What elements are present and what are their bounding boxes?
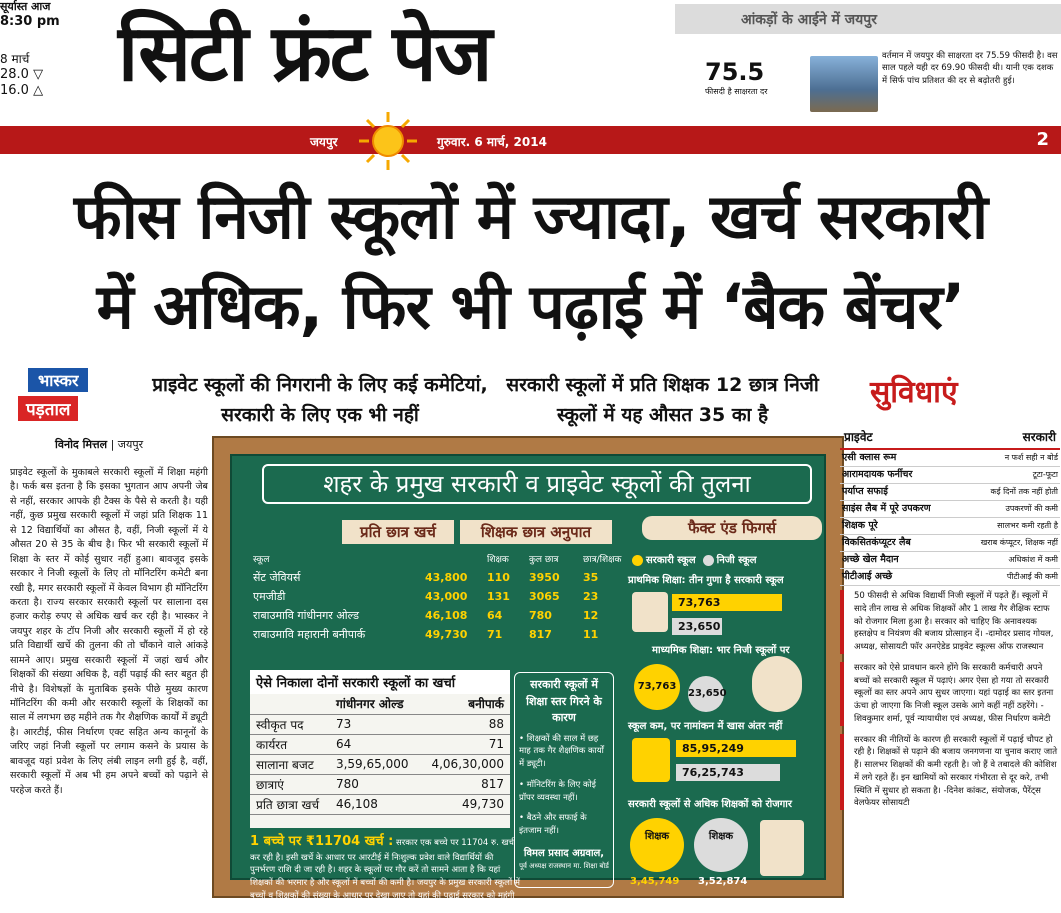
- fac-gov-label: सरकारी: [1022, 430, 1056, 444]
- facts-header: फैक्ट एंड फिगर्स: [642, 516, 822, 540]
- enroll-pvt-bar: 76,25,743: [676, 764, 780, 781]
- bhaskar-padtal-logo: [18, 368, 138, 422]
- subhead-left: प्राइवेट स्कूलों की निगरानी के लिए कई कमेटियां, सरकारी के लिए एक भी नहीं: [152, 374, 488, 426]
- col-teachers: शिक्षक: [487, 555, 509, 565]
- secondary-pvt-circle: 23,650: [688, 676, 724, 712]
- table-row: कार्यरत 64 71: [250, 734, 510, 754]
- sun-icon: [357, 110, 419, 172]
- child-icon: [632, 592, 668, 632]
- col-cost: [422, 550, 482, 567]
- facility-row: विकसितकंप्यूटर लैब खराब कंप्यूटर, शिक्षक नहीं: [840, 535, 1060, 552]
- quote-sharma: सरकार को ऐसे प्रावधान करने होंगे कि सरकारी कर्मचारी अपने बच्चों को सरकारी स्कूल में पढ़ाएं। अगर ऐसा हो गया तो सरकारी स्कूलों का स्तर अपने आप सुधर जाएगा। यहां पढ़ाई का स्तर इतना ऊंचा हो जाएगा कि निजी स्कूल उसके आगे कहीं नहीं ठहरेंगे। - शिवकुमार शर्मा, पूर्व न्यायाधीश एवं अध्यक्ष, फीस निर्धारण कमेटी: [840, 662, 1060, 726]
- max-temp: 28.0 ▽: [0, 67, 44, 82]
- fac-pvt-label: प्राइवेट: [844, 430, 873, 444]
- reasons-box: [514, 672, 614, 888]
- facility-row: एसी क्लास रूम न फर्श सही न बोर्ड: [840, 450, 1060, 467]
- masthead-title: सिटी फ्रंट पेज: [118, 9, 491, 99]
- enroll-gov-bar: 85,95,249: [676, 740, 796, 757]
- reason-item: • बैठने और सफाई के इंतजाम नहीं।: [519, 813, 587, 836]
- chalkboard: [230, 454, 826, 913]
- main-headline: [0, 172, 1061, 352]
- school-table: [248, 548, 626, 645]
- reader-icon: [752, 656, 802, 712]
- page-number: 2: [1036, 129, 1049, 150]
- facility-row: साइंस लैब में पूरे उपकरण उपकरणों की कमी: [840, 501, 1060, 518]
- quote-kankat: सरकार की नीतियों के कारण ही सरकारी स्कूलों में पढ़ाई चौपट हो रही है। शिक्षकों से पढ़ाने की बजाय जनगणना या चुनाव कराए जाते हैं। सालभर शिक्षकों की कमी रहती है। जो हैं वे तबादले की कोशिश में लगे रहते हैं। इन खामियों को सरकार गंभीरता से दूर करे, तभी स्थिति में सुधार हो सकता है। -दिनेश कांकट, संयोजक, पैरेंट्स वेलफेयर सोसायटी: [840, 734, 1060, 811]
- subhead-right: सरकारी स्कूलों में प्रति शिक्षक 12 छात्र निजी स्कूलों में यह औसत 35 का है: [506, 374, 819, 426]
- sunset-label: सूर्यास्त आज: [0, 0, 51, 13]
- issue-date: गुरुवार. 6 मार्च, 2014: [437, 135, 547, 149]
- expense-note-head: 1 बच्चे पर ₹11704 खर्च :: [250, 834, 394, 849]
- table-row: स्वीकृत पद 73 88: [250, 714, 510, 734]
- table-row: राबाउमावि गांधीनगर ओल्ड 46,108 64 780 12: [253, 609, 599, 622]
- facility-row: अच्छे खेल मैदान अधिकांश में कमी: [840, 552, 1060, 569]
- quote-goyal: 50 फीसदी से अधिक विद्यार्थी निजी स्कूलों में पढ़ते हैं। स्कूलों में सादे तीन लाख से अधिक शिक्षकों और 1 लाख गैर शैक्षिक स्टाफ को रोजगार मिला हुआ है। सरकार को चाहिए कि अनावश्यक हस्तक्षेप व नियंत्रण की बजाय प्रोत्साहन दें। -दामोदर प्रसाद गोयल, अध्यक्ष, सोसायटी फॉर अनऐडेड प्राइवेट स्कूल्स ऑफ राजस्थान: [840, 590, 1060, 654]
- table-row: राबाउमावि महारानी बनीपार्क 49,730 71 817 11: [253, 628, 599, 641]
- enroll-title: स्कूल कम, पर नामांकन में खास अंतर नहीं: [628, 721, 783, 732]
- byline: विनोद मित्तल | जयपुर: [55, 438, 144, 451]
- date-bar: [0, 126, 1061, 154]
- stats-title: आंकड़ों के आईने में जयपुर: [675, 4, 1061, 34]
- col-banipark: बनीपार्क: [420, 694, 510, 714]
- table-row: सालाना बजट 3,59,65,000 4,06,30,000: [250, 754, 510, 774]
- author-name: विनोद मित्तल: [55, 438, 108, 451]
- teacher-board-icon: [760, 820, 804, 876]
- students-photo: [810, 56, 878, 112]
- facilities-header: [840, 428, 1060, 450]
- headline-line-1: फीस निजी स्कूलों में ज्यादा, खर्च सरकारी: [73, 180, 988, 253]
- col-school: स्कूल: [253, 555, 270, 565]
- teacher-pvt-label: शिक्षक: [708, 831, 734, 842]
- legend-pvt: निजी स्कूल: [716, 555, 757, 566]
- table-row: प्रति छात्रा खर्च 46,108 49,730: [250, 794, 510, 814]
- facilities-title: सुविधाएं: [870, 375, 958, 410]
- reason-item: • शिक्षकों की साल में छह माह तक गैर शैक्षणिक कार्यों में ड्यूटी।: [519, 733, 604, 769]
- gov-dot-icon: [632, 555, 643, 566]
- cost-header: प्रति छात्र खर्च: [342, 520, 454, 544]
- teacher-pvt-value: 3,52,874: [698, 876, 748, 887]
- min-temp: 16.0 △: [0, 83, 44, 99]
- col-students: कुल छात्र: [529, 555, 559, 565]
- teacher-gov-value: 3,45,749: [630, 876, 680, 887]
- reasons-signature: विमल प्रसाद अग्रवाल,: [523, 847, 605, 859]
- facility-row: पीटीआई अच्छे पीटीआई की कमी: [840, 569, 1060, 586]
- reasons-signature-title: पूर्व अध्यक्ष राजस्थान मा. शिक्षा बोर्ड: [519, 861, 609, 870]
- primary-pvt-bar: 23,650: [672, 618, 722, 635]
- expense-table: [250, 670, 510, 828]
- article-body: प्राइवेट स्कूलों के मुकाबले सरकारी स्कूलों में शिक्षा महंगी है। फर्क बस इतना है कि इसका भुगतान आप अपनी जेब से नहीं, सरकार आपके ही टैक्स के पैसे से करती है। यही नहीं, कुछ प्रमुख सरकारी स्कूलों में जहां प्रति शिक्षक 11 से 12 विद्यार्थियों का औसत है, वहीं, निजी स्कूलों में ये औसत 20 से 35 के बीच है। फिर भी सरकारी स्कूलों में शिक्षा के स्तर में कोई सुधार नहीं हुआ। बावजूद इसके सरकार ने निजी स्कूलों के लिए तो मॉनिटरिंग कमेटी बना रखी है, मगर सरकारी स्कूलों में केवल विभाग ही मॉनिटरिंग करता है। राज्य सरकार सरकारी स्कूलों पर सालाना दस हजार करोड़ रुपए से अधिक खर्च कर रही है। भास्कर ने जयपुर शहर के टॉप निजी और सरकारी स्कूलों में हो रहे प्रति विद्यार्थी खर्चे की तुलना की तो चौंकाने वाले आंकड़े सामने आए। प्रमुख सरकारी स्कूलों में जहां खर्च और शिक्षकों की संख्या अधिक है, वहीं पढ़ाई की स्तर बहुत ही नीचे है। विशेषज्ञों के मुताबिक इसके पीछे मुख्य कारण मॉनिटरिंग की कमी और सरकारी स्कूलों के शिक्षकों का साल में लगभग छह महीने तक गैर शैक्षणिक कार्यों में ड्यूटी है। आरटीई, फीस निर्धारण एक्ट सहित अन्य कानूनों के जरिए जहां निजी स्कूलों पर लगाम कसने के प्रयास के बावजूद यहां प्रवेश के लिए लंबी लाइन लगी हुई है, वहीं, सरकारी स्कूलों में अब भी हम अपने बच्चों को पढ़ाने से परहेज करते हैं।: [10, 467, 209, 796]
- col-gandhinagar: गांधीनगर ओल्ड: [330, 694, 420, 714]
- facilities-panel: [840, 428, 1060, 818]
- literacy-caption: फीसदी है साक्षरता दर: [705, 87, 768, 96]
- city-name: जयपुर: [310, 135, 338, 149]
- table-row: छात्राएं 780 817: [250, 774, 510, 794]
- headline-line-2: में अधिक, फिर भी पढ़ाई में ‘बैक बेंचर’: [96, 270, 965, 343]
- secondary-gov-circle: 73,763: [634, 664, 680, 710]
- table-row: एमजीडी 43,000 131 3065 23: [253, 590, 599, 603]
- teacher-gov-circle: [630, 818, 684, 872]
- ratio-header: शिक्षक छात्र अनुपात: [460, 520, 612, 544]
- table-row: सेंट जेवियर्स 43,800 110 3950 35: [253, 571, 599, 584]
- legend-gov: सरकारी स्कूल: [646, 555, 696, 566]
- author-place: जयपुर: [117, 438, 144, 451]
- walking-kids-icon: [632, 738, 670, 782]
- legend: [632, 552, 757, 566]
- pvt-dot-icon: [703, 555, 714, 566]
- logo-line-2: पड़ताल: [18, 396, 78, 421]
- col-ratio: छात्र/शिक्षक: [583, 555, 622, 565]
- primary-title: प्राथमिक शिक्षा: तीन गुणा है सरकारी स्कूल: [628, 575, 784, 586]
- reason-item: • मॉनिटरिंग के लिए कोई प्रॉपर व्यवस्था नहीं।: [519, 779, 596, 803]
- logo-line-1: भास्कर: [28, 368, 88, 392]
- expense-note: [250, 832, 520, 913]
- literacy-text: वर्तमान में जयपुर की साक्षरता दर 75.59 फीसदी है। वस साल पहले यही दर 69.90 फीसदी थी। यानी एक दशक में सिर्फ पांच प्रतिशत की दर से बढ़ोतरी हुई।: [882, 51, 1058, 86]
- weather-box: [0, 0, 112, 120]
- literacy-number: 75.5: [705, 58, 765, 86]
- primary-gov-bar: 73,763: [672, 594, 782, 611]
- board-title: शहर के प्रमुख सरकारी व प्राइवेट स्कूलों की तुलना: [262, 464, 812, 504]
- reasons-title: सरकारी स्कूलों में शिक्षा स्तर गिरने के कारण: [526, 678, 602, 724]
- secondary-title: माध्यमिक शिक्षा: भार निजी स्कूलों पर: [652, 645, 790, 656]
- facility-row: आरामदायक फर्नीचर टूटा-फूटा: [840, 467, 1060, 484]
- teacher-pvt-circle: [694, 818, 748, 872]
- teacher-gov-label: शिक्षक: [644, 831, 670, 842]
- sunset-time: 8:30 pm: [0, 13, 60, 29]
- expense-table-title: ऐसे निकाला दोनों सरकारी स्कूलों का खर्चा: [250, 670, 510, 694]
- teachers-title: सरकारी स्कूलों से अधिक शिक्षकों को रोजगार: [628, 799, 792, 810]
- comparison-board: [212, 436, 844, 913]
- weather-date: 8 मार्च: [0, 52, 30, 66]
- facility-row: शिक्षक पूरे सालभर कमी रहती है: [840, 518, 1060, 535]
- facility-row: पर्याप्त सफाई कई दिनों तक नहीं होती: [840, 484, 1060, 501]
- expense-note-text: सरकार एक बच्चे पर 11704 रु. खर्च कर रही है। इसी खर्चे के आधार पर आरटीई में निःशुल्क प्रवेश वाले विद्यार्थियों की पुनर्भरण राशि दी जा रही है। शहर के स्कूलों पर गौर करें तो सामने आता है कि यहां शिक्षकों की भरमार है और स्कूलों में बच्चों की कमी है। जयपुर के प्रमुख सरकारी स्कूलों में बच्चों व शिक्षकों की संख्या के आधार पर देखा जाए तो यहां की पढ़ाई सरकार को महंगी पड़ रही है।: [250, 838, 520, 913]
